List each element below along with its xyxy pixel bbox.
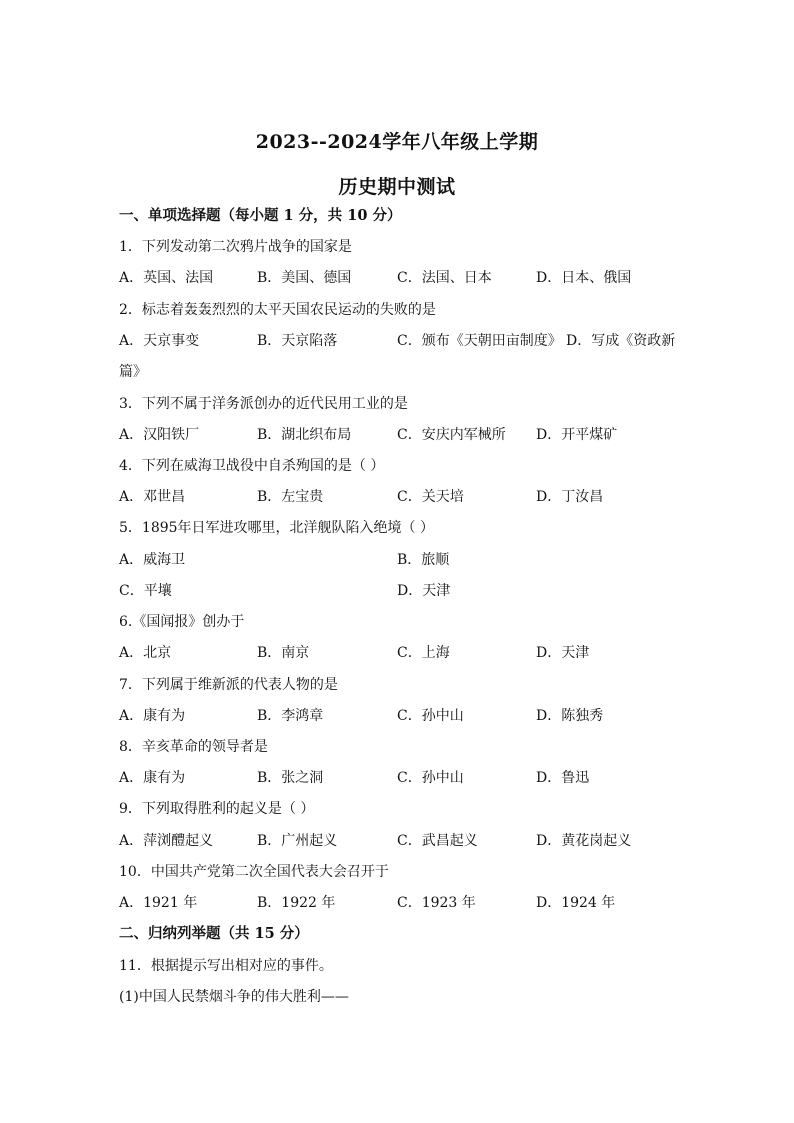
option-c: C．孙中山: [397, 770, 464, 786]
option-b: B．张之洞: [257, 770, 324, 786]
option-d: D．鲁迅: [536, 770, 590, 786]
option-b: B．李鸿章: [257, 708, 324, 724]
section-heading-1: 一、单项选择题（每小题 1 分，共 10 分）: [119, 207, 402, 224]
option-a: A．萍浏醴起义: [119, 833, 214, 849]
option-c: C．1923 年: [397, 895, 476, 911]
option-c: C．上海: [397, 645, 450, 661]
option-a: A．天京事变: [119, 333, 200, 349]
option-a: A．康有为: [119, 770, 186, 786]
option-c: C．法国、日本: [397, 270, 492, 286]
option-d: D．丁汝昌: [536, 489, 604, 505]
exam-subtitle: 历史期中测试: [338, 176, 456, 198]
option-d: D．1924 年: [536, 895, 616, 911]
sub-question: (1)中国人民禁烟斗争的伟大胜利——: [119, 989, 349, 1005]
option-c: C．颁布《天朝田亩制度》: [397, 333, 562, 349]
question-stem: 3．下列不属于洋务派创办的近代民用工业的是: [119, 396, 408, 412]
option-a: A．康有为: [119, 708, 186, 724]
exam-title: 2023--2024学年八年级上学期: [255, 131, 539, 153]
option-b: B．旅顺: [397, 552, 450, 568]
option-b: B．湖北织布局: [257, 427, 352, 443]
option-d: D．开平煤矿: [536, 427, 618, 443]
option-c: C．平壤: [119, 583, 172, 599]
option-d-continuation: 篇》: [119, 364, 147, 380]
question-stem: 11．根据提示写出相对应的事件。: [119, 958, 333, 974]
question-stem: 9．下列取得胜利的起义是（ ）: [119, 801, 315, 817]
option-c: C．武昌起义: [397, 833, 478, 849]
option-b: B．南京: [257, 645, 310, 661]
question-stem: 2．标志着轰轰烈烈的太平天国农民运动的失败的是: [119, 302, 436, 318]
option-b: B．天京陷落: [257, 333, 338, 349]
option-b: B．左宝贵: [257, 489, 324, 505]
option-d: D．天津: [397, 583, 451, 599]
option-a: A．1921 年: [119, 895, 198, 911]
option-a: A．北京: [119, 645, 172, 661]
option-b: B．广州起义: [257, 833, 338, 849]
option-c: C．安庆内军械所: [397, 427, 506, 443]
question-stem: 4．下列在威海卫战役中自杀殉国的是（ ）: [119, 458, 385, 474]
option-a: A．汉阳铁厂: [119, 427, 200, 443]
option-d: D．陈独秀: [536, 708, 604, 724]
question-stem: 10．中国共产党第二次全国代表大会召开于: [119, 864, 389, 880]
question-stem: 7．下列属于维新派的代表人物的是: [119, 677, 338, 693]
question-stem: 6.《国闻报》创办于: [119, 614, 245, 630]
option-c: C．关天培: [397, 489, 464, 505]
option-d: D．黄花岗起义: [536, 833, 632, 849]
question-stem: 5．1895年日军进攻哪里，北洋舰队陷入绝境（ ）: [119, 520, 434, 536]
option-d: D．日本、俄国: [536, 270, 632, 286]
section-heading-2: 二、归纳列举题（共 15 分）: [119, 925, 309, 942]
option-d: D．写成《资政新: [566, 333, 676, 349]
option-d: D．天津: [536, 645, 590, 661]
question-stem: 8．辛亥革命的领导者是: [119, 739, 268, 755]
question-stem: 1．下列发动第二次鸦片战争的国家是: [119, 239, 352, 255]
option-a: A．英国、法国: [119, 270, 214, 286]
option-a: A．邓世昌: [119, 489, 186, 505]
option-b: B．1922 年: [257, 895, 336, 911]
option-c: C．孙中山: [397, 708, 464, 724]
option-b: B．美国、德国: [257, 270, 352, 286]
option-a: A．威海卫: [119, 552, 186, 568]
